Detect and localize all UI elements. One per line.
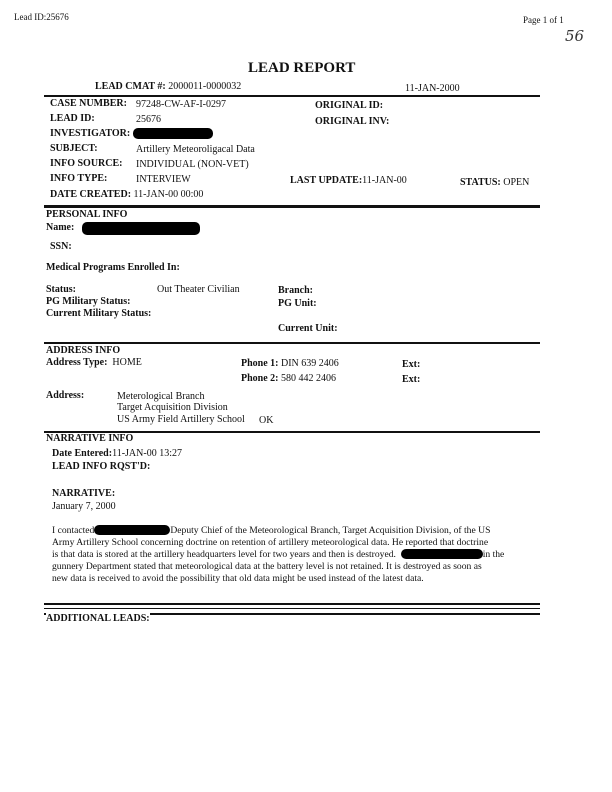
original-id-label: ORIGINAL ID: — [315, 100, 384, 111]
divider — [44, 205, 540, 208]
address-type-label: Address Type: — [46, 357, 108, 368]
handwritten-number: 56 — [565, 27, 585, 45]
narrative-date: January 7, 2000 — [52, 501, 116, 512]
ext1-label: Ext: — [402, 359, 421, 370]
divider — [44, 342, 540, 344]
status-label: Status: — [46, 284, 77, 295]
page-title: LEAD REPORT — [248, 60, 356, 76]
narrative-text: I contacted — [52, 525, 95, 536]
narrative-text: is that data is stored at the artillery headquarters level for two years and then is destroyed. — [52, 549, 396, 560]
ssn-label: SSN: — [50, 241, 72, 252]
address-line: Meterological Branch — [117, 391, 205, 402]
info-type: INTERVIEW — [136, 174, 191, 185]
pg-unit-label: PG Unit: — [278, 298, 317, 309]
divider — [44, 95, 540, 97]
personal-info-heading: PERSONAL INFO — [46, 209, 128, 220]
narrative-text: Army Artillery School concerning doctrine on retention of artillery meteorological data. He reported that doctrine — [52, 537, 489, 548]
name-label: Name: — [46, 222, 75, 233]
date-entered: 11-JAN-00 13:27 — [112, 448, 182, 459]
address-state: OK — [259, 415, 274, 426]
narrative-text: gunnery Department stated that meteorological data at the battery level is not retained. It is destroyed as soon as — [52, 561, 482, 572]
divider — [44, 608, 540, 609]
subject-label: SUBJECT: — [50, 143, 98, 154]
phone1: DIN 639 2406 — [281, 358, 339, 369]
info-source-label: INFO SOURCE: — [50, 158, 123, 169]
page-number: Page 1 of 1 — [523, 15, 564, 25]
lead-id-label: LEAD ID: — [50, 113, 95, 124]
address-info-heading: ADDRESS INFO — [46, 345, 121, 356]
address-line: US Army Field Artillery School — [117, 414, 245, 425]
phone1-label: Phone 1: — [241, 358, 279, 369]
date-created-label: DATE CREATED: — [50, 189, 132, 200]
status-value: OPEN — [503, 177, 530, 188]
cmat-value: 2000011-0000032 — [168, 81, 242, 92]
date-created: 11-JAN-00 00:00 — [133, 189, 204, 200]
last-update: 11-JAN-00 — [362, 175, 407, 186]
date-entered-label: Date Entered: — [52, 448, 113, 459]
lead-id-header: Lead ID:25676 — [14, 12, 69, 22]
phone2: 580 442 2406 — [281, 373, 336, 384]
last-update-label: LAST UPDATE: — [290, 175, 363, 186]
current-unit-label: Current Unit: — [278, 323, 338, 334]
original-inv-label: ORIGINAL INV: — [315, 116, 390, 127]
status-label: STATUS: — [460, 177, 501, 188]
redaction — [401, 549, 483, 559]
redaction — [94, 525, 170, 535]
lead-id: 25676 — [136, 114, 161, 125]
narrative-text: Deputy Chief of the Meteorological Branch, Target Acquisition Division, of the US — [170, 525, 491, 536]
subject: Artillery Meteoroligacal Data — [136, 144, 255, 155]
cmat-date: 11-JAN-2000 — [405, 83, 460, 94]
address-label: Address: — [46, 390, 85, 401]
additional-leads-heading: ADDITIONAL LEADS: — [46, 613, 150, 624]
narrative-label: NARRATIVE: — [52, 488, 116, 499]
pg-military-label: PG Military Status: — [46, 296, 131, 307]
narrative-heading: NARRATIVE INFO — [46, 433, 134, 444]
redaction — [82, 222, 200, 235]
cmat-label: LEAD CMAT #: — [95, 81, 166, 92]
narrative-text: in the — [482, 549, 505, 560]
medical-programs-label: Medical Programs Enrolled In: — [46, 262, 180, 273]
branch-label: Branch: — [278, 285, 313, 296]
lead-info-rqstd-label: LEAD INFO RQST'D: — [52, 461, 151, 472]
info-source: INDIVIDUAL (NON-VET) — [136, 159, 249, 170]
address-type: HOME — [112, 357, 142, 368]
case-number: 97248-CW-AF-I-0297 — [136, 99, 226, 110]
address-line: Target Acquisition Division — [117, 402, 228, 413]
phone2-label: Phone 2: — [241, 373, 279, 384]
redaction — [133, 128, 213, 139]
case-number-label: CASE NUMBER: — [50, 98, 127, 109]
current-military-label: Current Military Status: — [46, 308, 152, 319]
investigator-label: INVESTIGATOR: — [50, 128, 131, 139]
narrative-text: new data is received to avoid the possibility that old data might be used instead of the latest data. — [52, 573, 424, 584]
info-type-label: INFO TYPE: — [50, 173, 108, 184]
ext2-label: Ext: — [402, 374, 421, 385]
status-value: Out Theater Civilian — [157, 284, 240, 295]
divider — [44, 603, 540, 605]
